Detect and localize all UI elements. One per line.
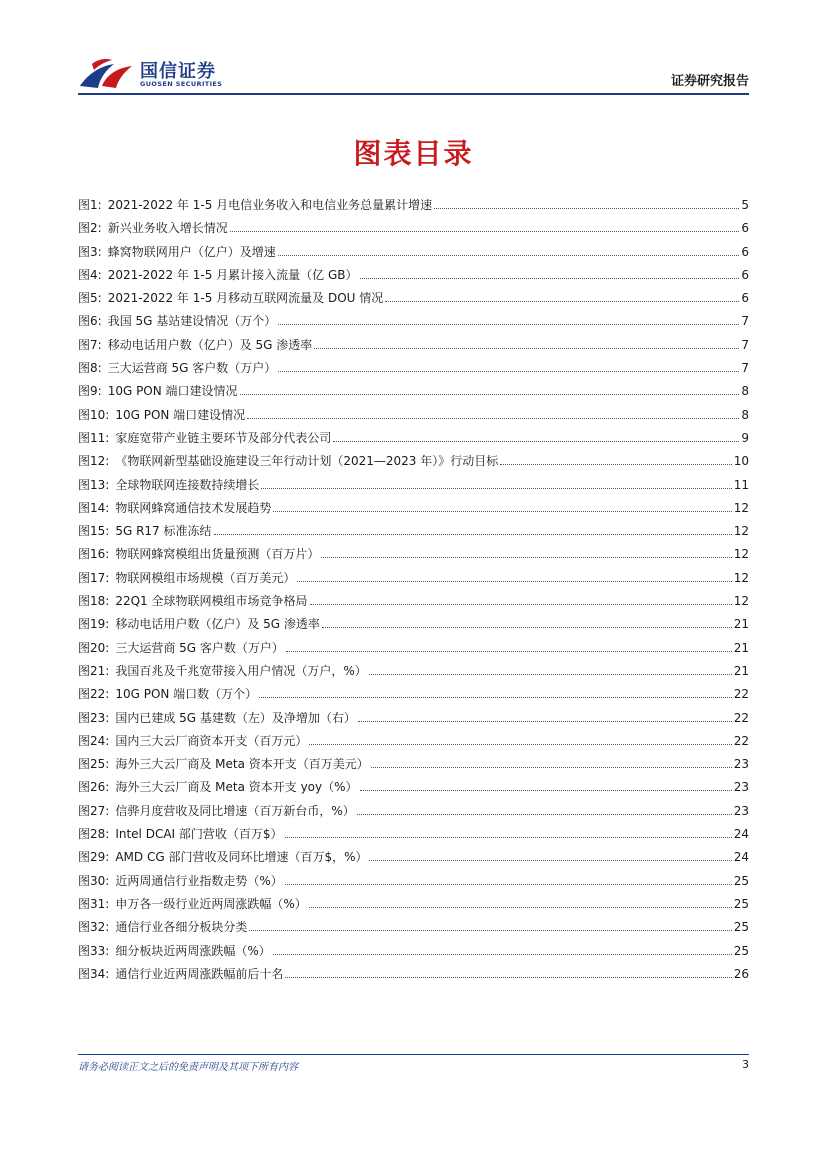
toc-entry-page: 6 <box>741 221 749 236</box>
toc-dot-leader <box>249 929 731 931</box>
toc-entry-label: 图17: <box>78 570 110 585</box>
toc-entry-page: 11 <box>733 477 749 492</box>
toc-entry-text: 近两周通信行业指数走势（%） <box>115 873 283 888</box>
toc-entry-label: 图23: <box>78 710 110 725</box>
toc-entry-label: 图10: <box>78 407 110 422</box>
toc-entry-text: Intel DCAI 部门营收（百万$） <box>115 827 283 842</box>
toc-dot-leader <box>333 440 739 442</box>
toc-entry[interactable] <box>78 241 749 264</box>
toc-entry-text: 细分板块近两周涨跌幅（%） <box>115 943 271 958</box>
toc-entry-text: AMD CG 部门营收及同环比增速（百万$，%） <box>115 850 368 865</box>
toc-dot-leader <box>259 696 732 698</box>
logo-text-cn: 国信证券 <box>140 61 216 82</box>
toc-entry-label: 图30: <box>78 873 110 888</box>
toc-dot-leader <box>273 510 731 512</box>
toc-dot-leader <box>321 556 731 558</box>
toc-entry-label: 图33: <box>78 943 110 958</box>
toc-dot-leader <box>309 743 731 745</box>
toc-entry[interactable] <box>78 776 749 799</box>
toc-entry-label: 图18: <box>78 594 110 609</box>
guosen-logo-icon <box>78 56 136 92</box>
toc-entry-page: 25 <box>733 896 749 911</box>
toc-entry-label: 图28: <box>78 827 110 842</box>
toc-entry-label: 图25: <box>78 757 110 772</box>
toc-entry[interactable] <box>78 310 749 333</box>
toc-entry-label: 图22: <box>78 687 110 702</box>
toc-entry-text: 物联网蜂窝模组出货量预测（百万片） <box>115 547 320 562</box>
toc-entry[interactable] <box>78 567 749 590</box>
toc-entry-page: 26 <box>733 966 749 981</box>
report-type-label: 证券研究报告 <box>670 74 749 89</box>
toc-entry-page: 21 <box>733 640 749 655</box>
toc-entry-text: 10G PON 端口建设情况 <box>107 384 238 399</box>
toc-entry-label: 图16: <box>78 547 110 562</box>
toc-entry[interactable] <box>78 334 749 357</box>
toc-entry-page: 9 <box>741 430 749 445</box>
toc-dot-leader <box>385 300 739 302</box>
toc-entry-page: 25 <box>733 873 749 888</box>
toc-dot-leader <box>261 487 731 489</box>
toc-dot-leader <box>297 580 731 582</box>
toc-entry-page: 12 <box>733 524 749 539</box>
toc-entry-label: 图1: <box>78 198 102 212</box>
toc-entry-text: 国内已建成 5G 基建数（左）及净增加（右） <box>115 710 356 725</box>
toc-entry[interactable] <box>78 520 749 543</box>
toc-entry-text: 蜂窝物联网用户（亿户）及增速 <box>107 244 276 259</box>
toc-dot-leader <box>247 417 739 419</box>
toc-entry-page: 21 <box>733 617 749 632</box>
toc-dot-leader <box>369 859 731 861</box>
toc-entry[interactable] <box>78 404 749 427</box>
toc-entry-page: 12 <box>733 570 749 585</box>
toc-entry-page: 22 <box>733 687 749 702</box>
toc-entry-page: 7 <box>741 337 749 352</box>
toc-entry-label: 图20: <box>78 640 110 655</box>
toc-entry-page: 24 <box>733 850 749 865</box>
toc-entry-page: 12 <box>733 547 749 562</box>
toc-entry[interactable] <box>78 613 749 636</box>
toc-entry-text: 我国百兆及千兆宽带接入用户情况（万户，%） <box>115 663 367 678</box>
toc-entry-text: 申万各一级行业近两周涨跌幅（%） <box>115 896 307 911</box>
toc-entry[interactable] <box>78 543 749 566</box>
toc-entry-page: 6 <box>741 291 749 306</box>
toc-entry-label: 图3: <box>78 244 102 259</box>
toc-entry-page: 23 <box>733 780 749 795</box>
page-number: 3 <box>742 1058 749 1071</box>
toc-dot-leader <box>285 836 732 838</box>
toc-entry[interactable] <box>78 683 749 706</box>
toc-entry-text: 2021-2022 年 1-5 月累计接入流量（亿 GB） <box>107 267 358 282</box>
toc-entry-label: 图5: <box>78 291 102 306</box>
table-of-figures <box>78 194 749 986</box>
toc-dot-leader <box>369 673 732 675</box>
toc-entry-text: 全球物联网连接数持续增长 <box>115 477 260 492</box>
toc-entry-label: 图26: <box>78 780 110 795</box>
toc-entry-page: 8 <box>741 407 749 422</box>
toc-dot-leader <box>434 207 739 209</box>
toc-entry-text: 我国 5G 基站建设情况（万个） <box>107 314 277 329</box>
toc-entry[interactable] <box>78 893 749 916</box>
toc-entry[interactable] <box>78 194 749 217</box>
toc-entry-label: 图15: <box>78 524 110 539</box>
toc-entry[interactable] <box>78 753 749 776</box>
toc-entry-page: 7 <box>741 361 749 376</box>
toc-dot-leader <box>310 603 732 605</box>
toc-entry[interactable] <box>78 497 749 520</box>
toc-entry-text: 物联网蜂窝通信技术发展趋势 <box>115 500 272 515</box>
toc-dot-leader <box>500 463 731 465</box>
toc-entry-page: 25 <box>733 943 749 958</box>
toc-dot-leader <box>278 254 740 256</box>
toc-entry-text: 物联网模组市场规模（百万美元） <box>115 570 296 585</box>
toc-entry-page: 6 <box>741 244 749 259</box>
toc-entry[interactable] <box>78 287 749 310</box>
toc-entry[interactable] <box>78 264 749 287</box>
toc-entry-label: 图24: <box>78 733 110 748</box>
toc-entry-text: 通信行业各细分板块分类 <box>115 920 248 935</box>
toc-dot-leader <box>285 976 731 978</box>
toc-entry[interactable] <box>78 870 749 893</box>
toc-entry-text: 《物联网新型基础设施建设三年行动计划（2021—2023 年）》行动目标 <box>115 454 499 469</box>
toc-entry-page: 12 <box>733 594 749 609</box>
toc-dot-leader <box>314 347 739 349</box>
toc-dot-leader <box>286 650 732 652</box>
toc-entry-page: 23 <box>733 803 749 818</box>
toc-entry-page: 24 <box>733 827 749 842</box>
toc-title: 图表目录 <box>353 137 474 170</box>
toc-entry-label: 图2: <box>78 221 102 236</box>
toc-entry[interactable] <box>78 427 749 450</box>
toc-dot-leader <box>278 370 739 372</box>
toc-entry-label: 图4: <box>78 267 102 282</box>
toc-entry-text: 10G PON 端口数（万个） <box>115 687 258 702</box>
toc-entry[interactable] <box>78 940 749 963</box>
toc-entry[interactable] <box>78 823 749 846</box>
toc-entry-page: 10 <box>733 454 749 469</box>
toc-dot-leader <box>360 277 740 279</box>
toc-entry-page: 12 <box>733 500 749 515</box>
toc-entry-page: 22 <box>733 733 749 748</box>
toc-entry-page: 5 <box>741 198 749 212</box>
footer-disclaimer: 请务必阅读正文之后的免责声明及其项下所有内容 <box>78 1062 298 1073</box>
toc-dot-leader <box>278 323 739 325</box>
toc-dot-leader <box>371 766 732 768</box>
toc-entry[interactable] <box>78 590 749 613</box>
toc-entry-text: 信骅月度营收及同比增速（百万新台币，%） <box>115 803 355 818</box>
toc-entry-label: 图21: <box>78 663 110 678</box>
header-divider <box>78 93 749 95</box>
toc-entry-text: 国内三大云厂商资本开支（百万元） <box>115 733 308 748</box>
toc-entry-text: 2021-2022 年 1-5 月移动互联网流量及 DOU 情况 <box>107 291 384 306</box>
toc-entry-text: 新兴业务收入增长情况 <box>107 221 228 236</box>
toc-entry[interactable] <box>78 380 749 403</box>
toc-entry-page: 8 <box>741 384 749 399</box>
toc-entry-label: 图7: <box>78 337 102 352</box>
toc-entry-label: 图29: <box>78 850 110 865</box>
toc-entry-text: 5G R17 标准冻结 <box>115 524 212 539</box>
toc-entry-page: 25 <box>733 920 749 935</box>
toc-entry-text: 移动电话用户数（亿户）及 5G 渗透率 <box>107 337 313 352</box>
page-header <box>0 0 827 100</box>
toc-entry-page: 22 <box>733 710 749 725</box>
toc-entry-label: 图12: <box>78 454 110 469</box>
toc-entry-text: 2021-2022 年 1-5 月电信业务收入和电信业务总量累计增速 <box>107 198 433 212</box>
toc-dot-leader <box>357 813 732 815</box>
toc-entry-text: 三大运营商 5G 客户数（万户） <box>115 640 284 655</box>
toc-entry-text: 海外三大云厂商及 Meta 资本开支 yoy（%） <box>115 780 358 795</box>
toc-entry-label: 图34: <box>78 966 110 981</box>
footer-divider <box>78 1054 749 1055</box>
toc-entry-label: 图13: <box>78 477 110 492</box>
toc-dot-leader <box>230 230 740 232</box>
toc-entry-page: 6 <box>741 267 749 282</box>
toc-entry[interactable] <box>78 846 749 869</box>
toc-entry[interactable] <box>78 217 749 240</box>
toc-entry-page: 21 <box>733 663 749 678</box>
logo-text-en: GUOSEN SECURITIES <box>140 80 223 88</box>
toc-entry-text: 通信行业近两周涨跌幅前后十名 <box>115 966 284 981</box>
toc-entry-page: 23 <box>733 757 749 772</box>
toc-entry[interactable] <box>78 730 749 753</box>
company-logo <box>78 56 248 92</box>
toc-entry-text: 三大运营商 5G 客户数（万户） <box>107 361 277 376</box>
toc-dot-leader <box>273 953 732 955</box>
toc-dot-leader <box>322 626 732 628</box>
toc-entry-label: 图19: <box>78 617 110 632</box>
toc-entry[interactable] <box>78 707 749 730</box>
toc-entry-text: 家庭宽带产业链主要环节及部分代表公司 <box>115 430 332 445</box>
toc-entry[interactable] <box>78 800 749 823</box>
toc-dot-leader <box>285 883 732 885</box>
toc-entry[interactable] <box>78 450 749 473</box>
toc-entry-text: 22Q1 全球物联网模组市场竞争格局 <box>115 594 308 609</box>
toc-entry-text: 10G PON 端口建设情况 <box>115 407 246 422</box>
toc-entry-text: 移动电话用户数（亿户）及 5G 渗透率 <box>115 617 320 632</box>
toc-dot-leader <box>358 720 732 722</box>
toc-entry-page: 7 <box>741 314 749 329</box>
toc-entry-label: 图14: <box>78 500 110 515</box>
toc-entry-label: 图11: <box>78 430 110 445</box>
toc-entry-label: 图32: <box>78 920 110 935</box>
toc-entry-label: 图8: <box>78 361 102 376</box>
toc-dot-leader <box>240 393 740 395</box>
toc-entry[interactable] <box>78 916 749 939</box>
toc-dot-leader <box>214 533 732 535</box>
toc-dot-leader <box>360 789 732 791</box>
toc-entry-label: 图9: <box>78 384 102 399</box>
toc-dot-leader <box>309 906 732 908</box>
toc-entry-label: 图6: <box>78 314 102 329</box>
toc-entry-label: 图27: <box>78 803 110 818</box>
toc-entry[interactable] <box>78 963 749 986</box>
toc-entry-label: 图31: <box>78 896 110 911</box>
toc-entry[interactable] <box>78 474 749 497</box>
toc-entry[interactable] <box>78 637 749 660</box>
toc-entry[interactable] <box>78 660 749 683</box>
toc-entry[interactable] <box>78 357 749 380</box>
toc-entry-text: 海外三大云厂商及 Meta 资本开支（百万美元） <box>115 757 369 772</box>
